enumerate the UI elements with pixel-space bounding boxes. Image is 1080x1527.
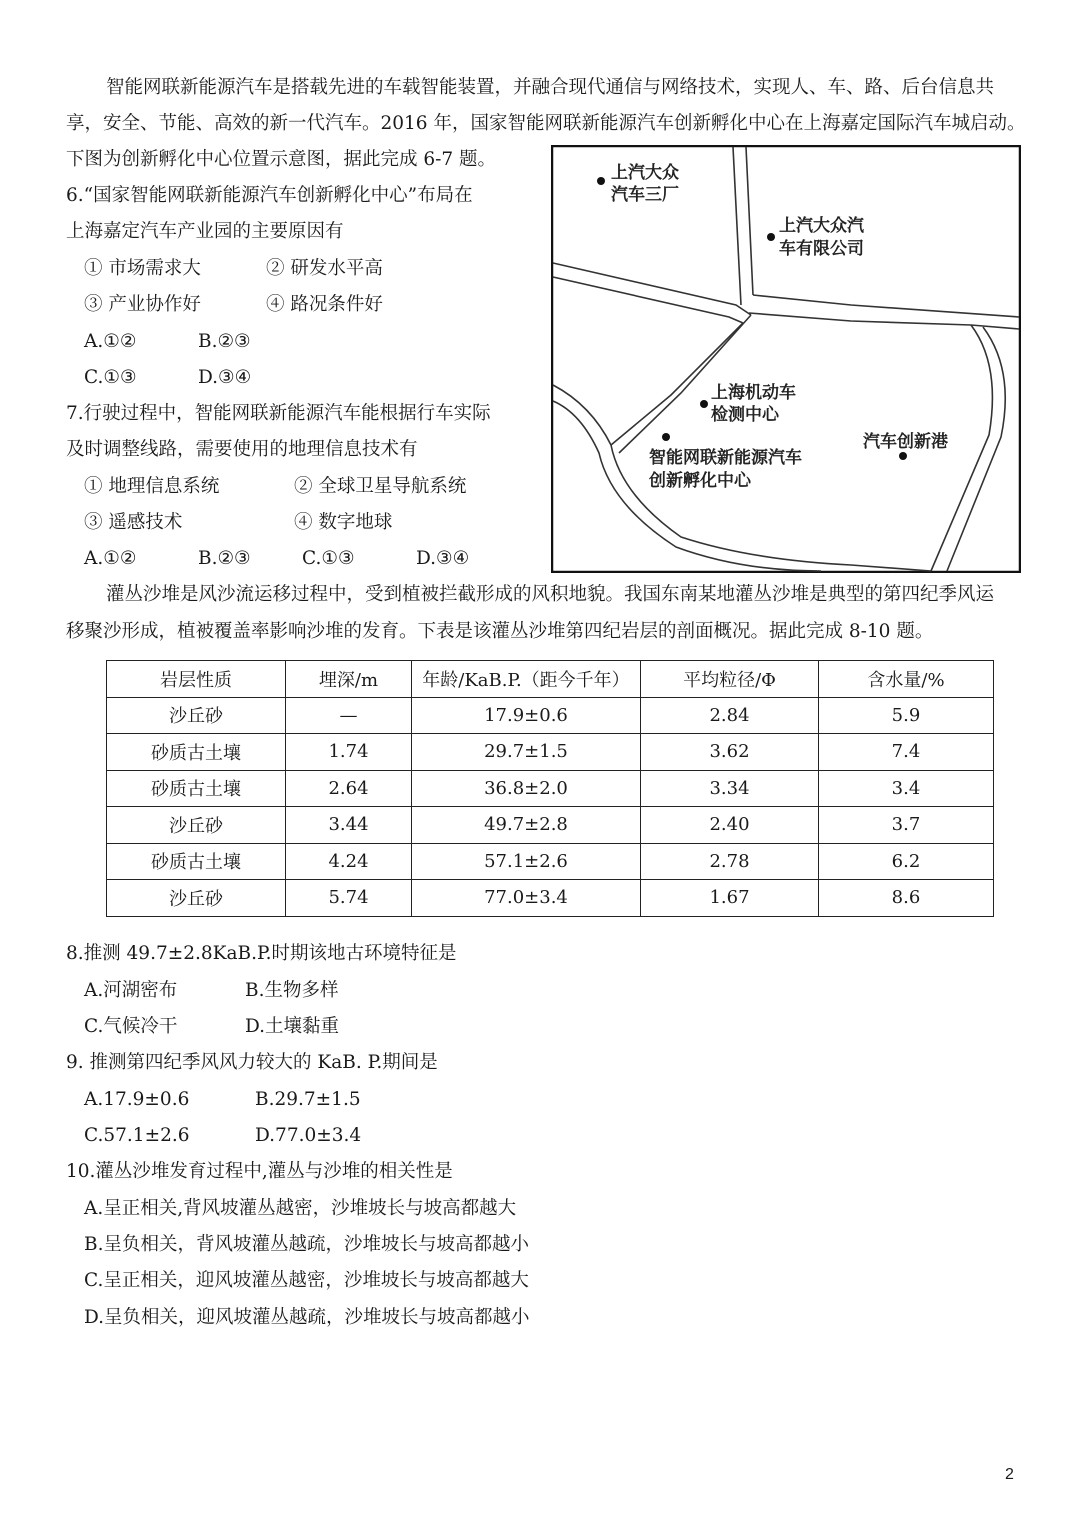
q6-statement-4: ④ 路况条件好 xyxy=(266,294,383,315)
cell: 77.0±3.4 xyxy=(412,880,641,917)
svw-plant3-point xyxy=(597,177,605,185)
q7-option-b[interactable]: B.②③ xyxy=(198,548,251,569)
cell: 57.1±2.6 xyxy=(412,843,641,880)
q7-option-a[interactable]: A.①② xyxy=(84,548,137,569)
cell: 3.44 xyxy=(286,807,412,844)
q6-option-b[interactable]: B.②③ xyxy=(198,331,251,352)
cell: 8.6 xyxy=(819,880,994,917)
cell: 2.40 xyxy=(641,807,819,844)
cell: 砂质古土壤 xyxy=(107,843,286,880)
q7-statement-4: ④ 数字地球 xyxy=(294,512,393,533)
location-map xyxy=(551,145,1021,573)
cell: 17.9±0.6 xyxy=(412,697,641,734)
q6-stem-2: 上海嘉定汽车产业园的主要原因有 xyxy=(66,221,344,242)
q7-option-c[interactable]: C.①③ xyxy=(302,548,355,569)
intro-line-3: 下图为创新孵化中心位置示意图，据此完成 6-7 题。 xyxy=(66,149,497,170)
table-row xyxy=(107,734,994,771)
cell: 5.74 xyxy=(286,880,412,917)
cell: 49.7±2.8 xyxy=(412,807,641,844)
header-age: 年龄/KaB.P.（距今千年） xyxy=(412,661,641,698)
q9-option-b[interactable]: B.29.7±1.5 xyxy=(255,1089,361,1110)
q9-option-c[interactable]: C.57.1±2.6 xyxy=(84,1125,190,1146)
header-water-content: 含水量/% xyxy=(819,661,994,698)
cell: 4.24 xyxy=(286,843,412,880)
q6-option-c[interactable]: C.①③ xyxy=(84,367,137,388)
page-number: 2 xyxy=(1005,1466,1014,1483)
svw-company-point xyxy=(767,233,775,241)
q8-option-a[interactable]: A.河湖密布 xyxy=(84,980,178,1001)
cell: 36.8±2.0 xyxy=(412,770,641,807)
q10-option-c[interactable]: C.呈正相关，迎风坡灌丛越密，沙堆坡长与坡高都越大 xyxy=(84,1270,529,1291)
q6-option-a[interactable]: A.①② xyxy=(84,331,137,352)
q6-statement-1: ① 市场需求大 xyxy=(84,258,201,279)
q10-option-a[interactable]: A.呈正相关,背风坡灌丛越密，沙堆坡长与坡高都越大 xyxy=(84,1198,517,1219)
table-row xyxy=(107,770,994,807)
intro2-line-2: 移聚沙形成，植被覆盖率影响沙堆的发育。下表是该灌丛沙堆第四纪岩层的剖面概况。据此完成 8-10 题。 xyxy=(66,621,934,642)
label-svw-company-1: 上汽大众汽 xyxy=(779,216,864,236)
cell: 砂质古土壤 xyxy=(107,770,286,807)
q8-option-d[interactable]: D.土壤黏重 xyxy=(245,1016,340,1037)
q10-option-b[interactable]: B.呈负相关，背风坡灌丛越疏，沙堆坡长与坡高都越小 xyxy=(84,1234,529,1255)
cell: 5.9 xyxy=(819,697,994,734)
cell: — xyxy=(286,697,412,734)
cell: 29.7±1.5 xyxy=(412,734,641,771)
q7-stem-1: 7.行驶过程中，智能网联新能源汽车能根据行车实际 xyxy=(66,403,491,424)
q7-option-d[interactable]: D.③④ xyxy=(416,548,470,569)
intro-line-1: 智能网联新能源汽车是搭载先进的车载智能装置，并融合现代通信与网络技术，实现人、车、路、后台信息共 xyxy=(106,77,995,98)
q6-stem-1: 6.“国家智能网联新能源汽车创新孵化中心”布局在 xyxy=(66,185,473,206)
q6-option-d[interactable]: D.③④ xyxy=(198,367,252,388)
q8-stem: 8.推测 49.7±2.8KaB.P.时期该地古环境特征是 xyxy=(66,943,457,964)
table-row xyxy=(107,697,994,734)
header-depth: 埋深/m xyxy=(286,661,412,698)
stratum-profile-table xyxy=(106,660,994,917)
q6-statement-3: ③ 产业协作好 xyxy=(84,294,201,315)
cell: 2.78 xyxy=(641,843,819,880)
cell: 2.84 xyxy=(641,697,819,734)
table-row xyxy=(107,880,994,917)
cell: 6.2 xyxy=(819,843,994,880)
header-layer: 岩层性质 xyxy=(107,661,286,698)
label-svw-company-2: 车有限公司 xyxy=(779,239,864,259)
label-svw-plant3-1: 上汽大众 xyxy=(611,163,679,183)
auto-innovation-port-point xyxy=(899,452,907,460)
table-row xyxy=(107,843,994,880)
cell: 沙丘砂 xyxy=(107,697,286,734)
q7-stem-2: 及时调整线路，需要使用的地理信息技术有 xyxy=(66,439,418,460)
label-hub-1: 智能网联新能源汽车 xyxy=(649,448,802,468)
cell: 2.64 xyxy=(286,770,412,807)
q7-statement-3: ③ 遥感技术 xyxy=(84,512,183,533)
q10-option-d[interactable]: D.呈负相关，迎风坡灌丛越疏，沙堆坡长与坡高都越小 xyxy=(84,1307,530,1328)
q9-option-d[interactable]: D.77.0±3.4 xyxy=(255,1125,362,1146)
table-row xyxy=(107,807,994,844)
q7-statement-1: ① 地理信息系统 xyxy=(84,476,220,497)
label-motor-test-1: 上海机动车 xyxy=(711,383,796,403)
intro2-line-1: 灌丛沙堆是风沙流运移过程中，受到植被拦截形成的风积地貌。我国东南某地灌丛沙堆是典型的第四纪季风运 xyxy=(106,584,995,605)
q7-statement-2: ② 全球卫星导航系统 xyxy=(294,476,467,497)
q10-stem: 10.灌丛沙堆发育过程中,灌丛与沙堆的相关性是 xyxy=(66,1161,453,1182)
innovation-hub-point xyxy=(662,433,670,441)
cell: 3.62 xyxy=(641,734,819,771)
intro-line-2: 享，安全、节能、高效的新一代汽车。2016 年，国家智能网联新能源汽车创新孵化中心在上海嘉定国际汽车城启动。 xyxy=(66,113,1026,134)
q8-option-b[interactable]: B.生物多样 xyxy=(245,980,339,1001)
header-grain-size: 平均粒径/Φ xyxy=(641,661,819,698)
cell: 7.4 xyxy=(819,734,994,771)
motor-test-center-point xyxy=(700,400,708,408)
cell: 1.74 xyxy=(286,734,412,771)
cell: 3.7 xyxy=(819,807,994,844)
label-motor-test-2: 检测中心 xyxy=(711,405,779,425)
label-svw-plant3-2: 汽车三厂 xyxy=(611,185,679,205)
label-hub-2: 创新孵化中心 xyxy=(649,471,751,491)
cell: 砂质古土壤 xyxy=(107,734,286,771)
q9-option-a[interactable]: A.17.9±0.6 xyxy=(84,1089,190,1110)
q9-stem: 9. 推测第四纪季风风力较大的 KaB. P.期间是 xyxy=(66,1052,438,1073)
cell: 沙丘砂 xyxy=(107,807,286,844)
table-header-row xyxy=(107,661,994,698)
q8-option-c[interactable]: C.气候冷干 xyxy=(84,1016,178,1037)
cell: 沙丘砂 xyxy=(107,880,286,917)
q6-statement-2: ② 研发水平高 xyxy=(266,258,383,279)
cell: 1.67 xyxy=(641,880,819,917)
cell: 3.34 xyxy=(641,770,819,807)
cell: 3.4 xyxy=(819,770,994,807)
label-auto-port: 汽车创新港 xyxy=(863,432,948,452)
